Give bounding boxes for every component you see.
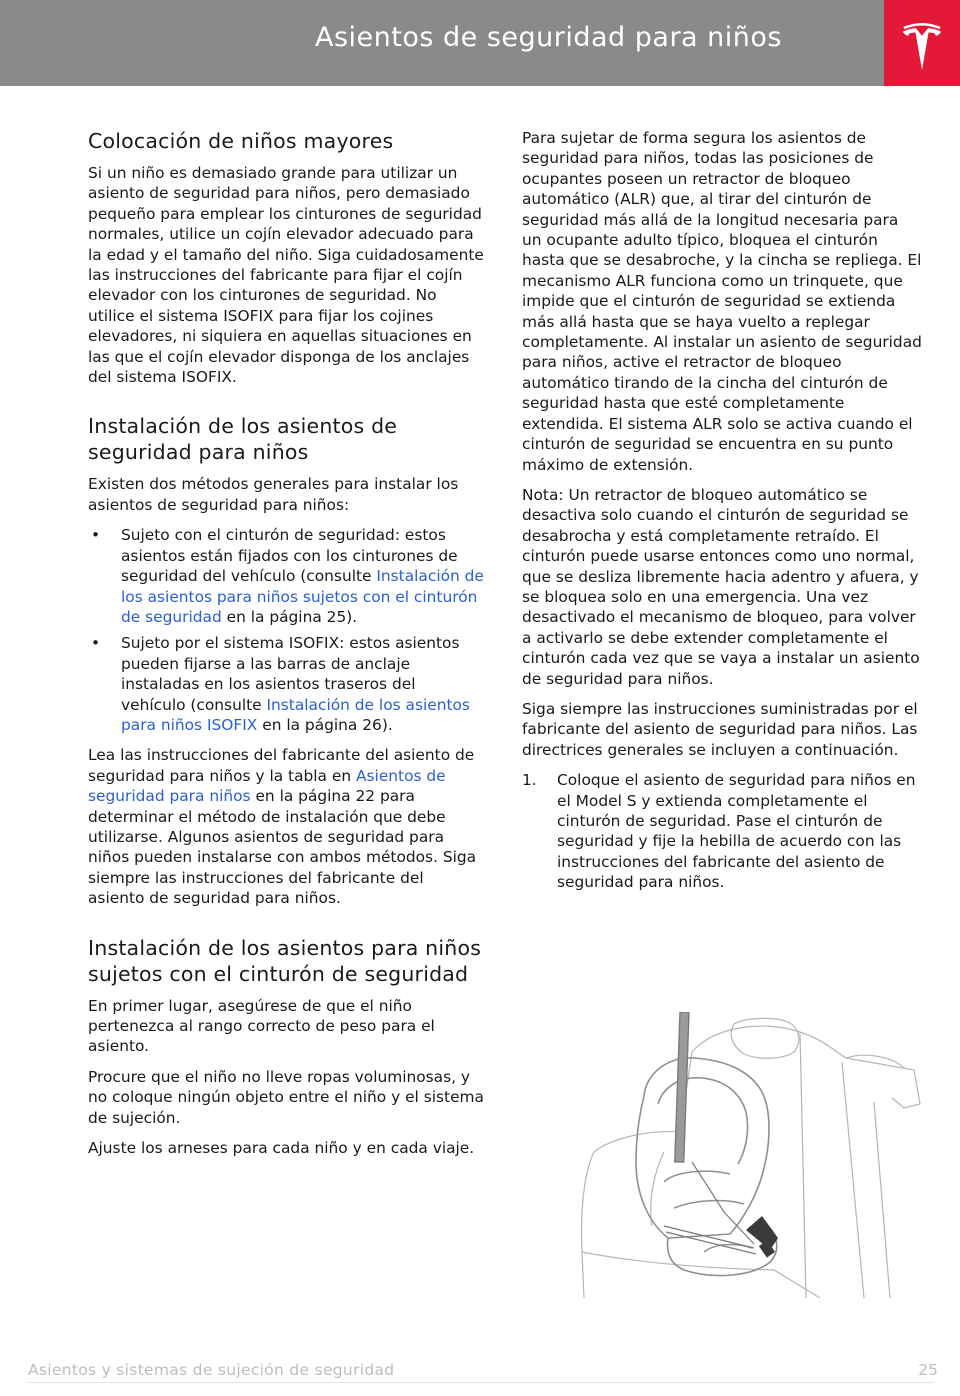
steps-list [522,770,922,892]
page-number: 25 [918,1361,938,1379]
install-methods-list [88,525,484,735]
left-column [88,128,484,1168]
step-item [522,770,922,892]
step-number: 1. [522,771,537,790]
tesla-logo-icon [900,16,944,70]
list-item-text: Sujeto con el cinturón de seguridad: estos asientos están fijados con los cinturones de seguridad del vehículo (consulte [121,526,458,586]
step-text: Coloque el asiento de seguridad para niños en el Model S y extienda completamente el cinturón de seguridad. Pase el cinturón de seguridad y fije la hebilla de acuerdo con las instrucciones del fabricante del asiento de seguridad para niños. [557,771,916,892]
right-column [522,128,922,893]
paragraph: Si un niño es demasiado grande para utilizar un asiento de seguridad para niños, pero demasiado pequeño para emplear los cinturones de seguridad normales, utilice un cojín elevador adecuado para la edad y el tamaño del niño. Siga cuidadosamente las instrucciones del fabricante para fijar el cojín elevador con los cinturones de seguridad. No utilice el sistema ISOFIX para fijar los cojines elevadores, ni siquiera en aquellas situaciones en las que el cojín elevador disponga de los anclajes del sistema ISOFIX. [88,164,484,387]
footer-divider [28,1382,934,1383]
brand-logo [884,0,960,86]
header-title: Asientos de seguridad para niños [314,22,782,53]
paragraph-text: en la página 22 para determinar el método de instalación que debe utilizarse. Algunos asientos de seguridad para niños pueden instalarse con ambos métodos. Siga siempre las instrucciones del fabricante del asiento de seguridad para niños. [88,787,477,908]
list-item-text: en la página 26). [257,715,393,734]
link-child-seats[interactable]: Asientos de seguridad para niños [88,766,446,806]
list-item-text: Sujeto por el sistema ISOFIX: estos asientos pueden fijarse a las barras de anclaje instaladas en los asientos traseros del vehículo (consulte [121,634,460,714]
section-title-older-children: Colocación de niños mayores [88,129,394,153]
note: Nota: Un retractor de bloqueo automático se desactiva solo cuando el cinturón de seguridad se desabrocha y está completamente retraído. El cinturón puede usarse entonces como uno normal, que se desliza libremente hacia adentro y afuera, y se bloquea solo en una emergencia. Una vez desactivado el mecanismo de bloqueo, para volver a activarlo se debe extender completamente el cinturón cada vez que se vaya a instalar un asiento de seguridad para niños. [522,485,920,688]
list-item [88,525,484,627]
paragraph: Siga siempre las instrucciones suministradas por el fabricante del asiento de seguridad para niños. Las directrices generales se incluyen a continuación. [522,699,918,759]
link-belt-install[interactable]: Instalación de los asientos para niños sujetos con el cinturón de seguridad [121,567,484,626]
list-item [88,633,484,735]
paragraph [88,745,484,908]
paragraph-text: Lea las instrucciones del fabricante del asiento de seguridad para niños y la tabla en [88,746,475,785]
section-title-belt-install: Instalación de los asientos para niños sujetos con el cinturón de seguridad [88,935,482,986]
link-isofix-install[interactable]: Instalación de los asientos para niños ISOFIX [121,695,470,734]
child-seat-illustration [574,1012,922,1298]
section-title-child-seat-install: Instalación de los asientos de seguridad para niños [88,414,398,465]
paragraph: Existen dos métodos generales para instalar los asientos de seguridad para niños: [88,475,459,514]
paragraph: En primer lugar, asegúrese de que el niño pertenezca al rango correcto de peso para el asiento. [88,996,435,1056]
page-header [0,0,884,86]
list-item-text: en la página 25). [221,607,358,626]
paragraph: Procure que el niño no lleve ropas voluminosas, y no coloque ningún objeto entre el niño y el sistema de sujeción. [88,1067,484,1127]
paragraph: Ajuste los arneses para cada niño y en cada viaje. [88,1139,475,1158]
paragraph: Para sujetar de forma segura los asientos de seguridad para niños, todas las posiciones de ocupantes poseen un retractor de bloqueo automático (ALR) que, al tirar del cinturón de seguridad más allá de la longitud necesaria para un ocupante adulto típico, bloquea el cinturón hasta que se desabroche, y la cincha se repliega. El mecanismo ALR funciona como un trinquete, que impide que el cinturón de seguridad se extienda más allá hasta que se haya vuelto a replegar completamente. Al instalar un asiento de seguridad para niños, active el retractor de bloqueo automático tirando de la cincha del cinturón de seguridad hasta que esté completamente extendida. El sistema ALR solo se activa cuando el cinturón de seguridad se encuentra en su punto máximo de extensión. [522,129,922,474]
footer-section-name: Asientos y sistemas de sujeción de seguridad [28,1361,395,1379]
